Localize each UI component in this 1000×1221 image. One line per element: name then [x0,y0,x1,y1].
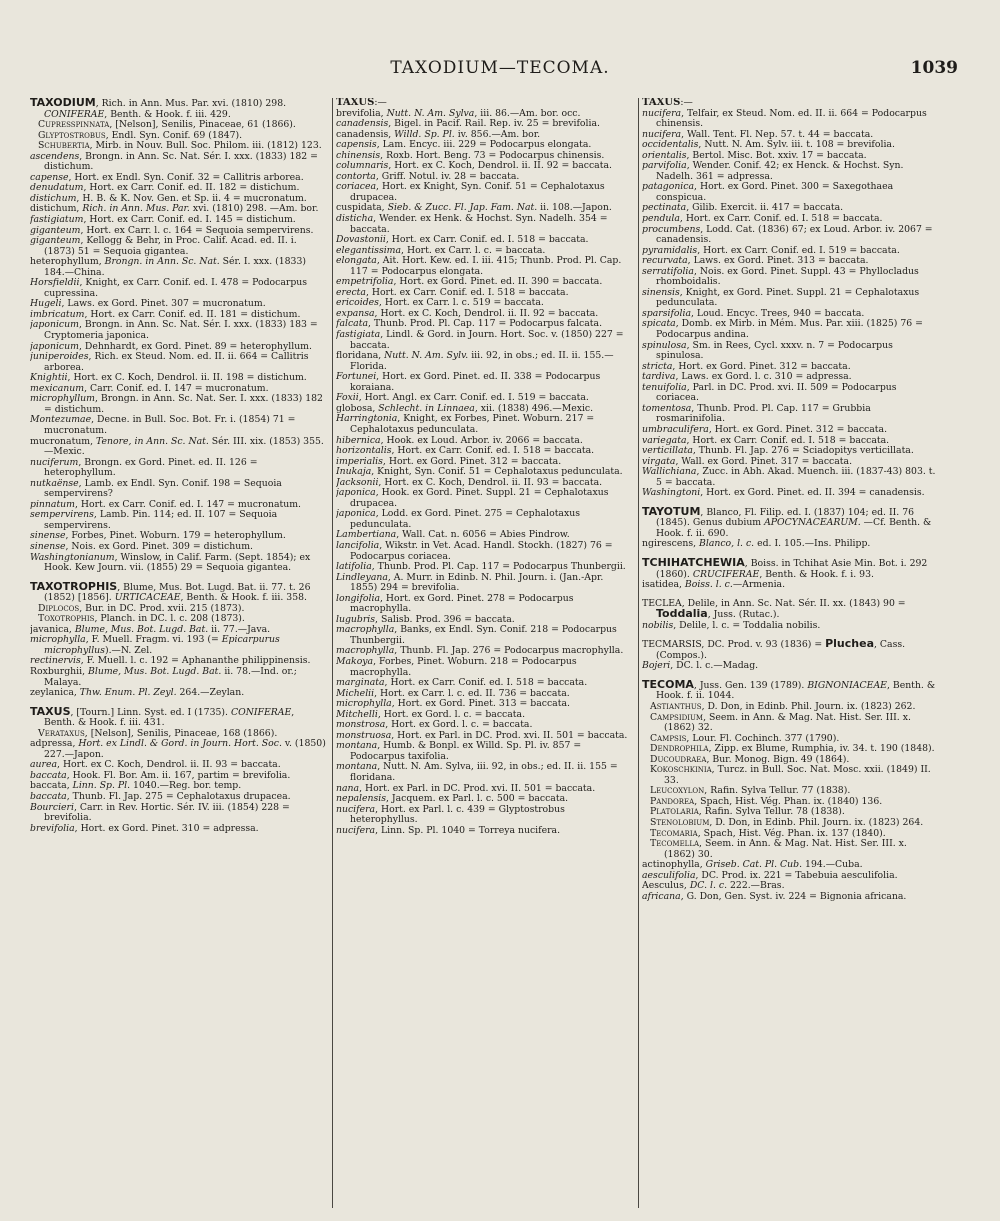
text-entry: horizontalis, Hort. ex Carr. Conif. ed. I. 518 = baccata. [336,445,595,457]
text-entry: pectinata, Gilib. Exercit. ii. 417 = baccata. [642,202,844,214]
text-entry: mexicanum, Carr. Conif. ed. I. 147 = mucronatum. [30,382,269,394]
text-entry: Knightii, Hort. ex C. Koch, Dendrol. ii. II. 198 = distichum. [30,372,307,384]
page-number: 1039 [910,58,958,78]
text-entry: virgata, Wall. ex Gord. Pinet. 317 = baccata. [642,455,853,467]
text-entry: imperialis, Hort. ex Gord. Pinet. 312 = baccata. [336,455,562,467]
text-entry: columnaris, Hort. ex C. Koch, Dendrol. ii. II. 92 = baccata. [336,160,612,172]
text-entry: expansa, Hort. ex C. Koch, Dendrol. ii. II. 92 = baccata. [336,307,599,319]
text-entry: TCHIHATCHEWIA, Boiss. in Tchihat Asie Min. Bot. i. 292 (1860). CRUCIFERAE, Benth. & Hook. f. i. 93. [642,555,928,580]
text-entry: tardiva, Laws. ex Gord. l. c. 310 = adpressa. [642,371,852,383]
text-entry: Verataxus, [Nelson], Senilis, Pinaceae, 168 (1866). [38,727,278,739]
text-entry: disticha, Wender. ex Henk. & Hochst. Syn. Nadelh. 354 = baccata. [336,213,608,235]
text-entry: TAXUS:— [336,98,387,108]
text-entry: juniperoides, Rich. ex Steud. Nom. ed. II. ii. 664 = Callitris arborea. [30,351,309,373]
text-entry: sinense, Forbes, Pinet. Woburn. 179 = heterophyllum. [30,530,286,542]
text-entry: Kokoschkinia, Turcz. in Bull. Soc. Nat. Mosc. xxii. (1849) II. 33. [650,764,931,786]
text-entry: capense, Hort. ex Endl. Syn. Conif. 32 = Callitris arborea. [30,171,304,183]
text-entry: giganteum, Kellogg & Behr, in Proc. Calif. Acad. ed. II. i. (1873) 51 = Sequoia gigantea. [30,235,297,257]
text-entry: Stenolobium, D. Don, in Edinb. Phil. Journ. ix. (1823) 264. [650,817,924,828]
text-entry: Washingtonianum, Winslow, in Calif. Farm. (Sept. 1854); ex Hook. Kew Journ. vii. (1855) 29 = Sequoia gigantea. [30,551,311,574]
text-entry: cuspidata, Sieb. & Zucc. Fl. Jap. Fam. Nat. ii. 108.—Japon. [336,202,612,214]
text-entry: umbraculifera, Hort. ex Gord. Pinet. 312 = baccata. [642,423,888,435]
text-entry: falcata, Thunb. Prod. Pl. Cap. 117 = Podocarpus falcata. [336,318,603,330]
text-entry: baccata, Linn. Sp. Pl. 1040.—Reg. bor. temp. [30,780,242,792]
text-entry: TAXODIUM, Rich. in Ann. Mus. Par. xvi. (1810) 298. CONIFERAE, Benth. & Hook. f. iii. 429. [30,98,287,120]
text-entry: brevifolia, Nutt. N. Am. Sylva, iii. 86.—Am. bor. occ. [336,107,581,119]
text-entry: lugubris, Salisb. Prod. 396 = baccata. [336,613,515,625]
column-rule [332,98,333,1208]
text-entry: longifolia, Hort. ex Gord. Pinet. 278 = Podocarpus macrophylla. [336,592,574,615]
text-entry: marginata, Hort. ex Carr. Conif. ed. I. 518 = baccata. [336,677,588,689]
text-entry: Astianthus, D. Don, in Edinb. Phil. Journ. ix. (1823) 262. [650,700,916,712]
text-entry: sinense, Nois. ex Gord. Pinet. 309 = distichum. [30,540,253,552]
text-entry: Bojeri, DC. l. c.—Madag. [642,660,759,672]
text-entry: ericoides, Hort. ex Carr. l. c. 519 = baccata. [336,297,544,309]
text-entry: Harringtonia, Knight, ex Forbes, Pinet. Woburn. 217 = Cephalotaxus pedunculata. [336,413,595,435]
text-entry: recurvata, Laws. ex Gord. Pinet. 313 = baccata. [642,255,869,267]
text-entry: Campsis, Lour. Fl. Cochinch. 377 (1790). [650,732,840,744]
text-entry: spinulosa, Sm. in Rees, Cycl. xxxv. n. 7 = Podocarpus spinulosa. [642,339,893,362]
text-entry: Aesculus, DC. l. c. 222.—Bras. [642,880,785,892]
text-entry: monstrosa, Hort. ex Gord. l. c. = baccata. [336,719,533,731]
text-entry: sparsifolia, Loud. Encyc. Trees, 940 = baccata. [642,307,865,319]
text-entry: distichum, Rich. in Ann. Mus. Par. xvi. (1810) 298. —Am. bor. [30,203,319,215]
text-entry: nucifera, Telfair, ex Steud. Nom. ed. II. ii. 664 = Podocarpus chinensis. [642,107,927,130]
text-entry: TAXOTROPHIS, Blume, Mus. Bot. Lugd. Bat. ii. 77. t. 26 (1852) [1856]. URTICACEAE, Benth. & Hook. f. iii. 358. [30,579,311,604]
page-title: TAXODIUM—TECOMA. [390,58,610,78]
text-entry: capensis, Lam. Encyc. iii. 229 = Podocarpus elongata. [336,139,592,151]
text-entry: macrophylla, Thunb. Fl. Jap. 276 = Podocarpus macrophylla. [336,645,624,657]
text-entry: Makoya, Forbes, Pinet. Woburn. 218 = Podocarpus macrophylla. [336,655,577,678]
text-entry: fastigiatum, Hort. ex Carr. Conif. ed. I. 145 = distichum. [30,214,296,226]
text-entry: elongata, Ait. Hort. Kew. ed. I. iii. 415; Thunb. Prod. Pl. Cap. 117 = Podocarpus elongata. [336,255,622,277]
text-entry: Tecomella, Seem. in Ann. & Mag. Nat. Hist. Ser. III. x. (1862) 30. [650,838,907,860]
text-entry: rectinervis, F. Muell. l. c. 192 = Aphananthe philippinensis. [30,655,311,667]
text-entry: nucifera, Hort. ex Parl. l. c. 439 = Glyptostrobus heterophyllus. [336,803,565,826]
text-entry: erecta, Hort. ex Carr. Conif. ed. I. 518 = baccata. [336,286,569,298]
text-entry: fastigiata, Lindl. & Gord. in Journ. Hort. Soc. v. (1850) 227 = baccata. [336,329,624,351]
text-entry: Toxotrophis, Planch. in DC. l. c. 208 (1873). [38,613,245,625]
text-entry: japonicum, Dehnhardt, ex Gord. Pinet. 89 = heterophyllum. [30,340,312,352]
text-entry: Campsidium, Seem. in Ann. & Mag. Nat. Hist. Ser. III. x. (1862) 32. [650,711,911,734]
text-entry: Horsfieldii, Knight, ex Carr. Conif. ed. I. 478 = Podocarpus cupressina. [30,277,308,299]
text-entry: Glyptostrobus, Endl. Syn. Conif. 69 (1847). [38,129,243,141]
text-entry: empetrifolia, Hort. ex Gord. Pinet. ed. II. 390 = baccata. [336,276,603,288]
text-entry: lancifolia, Wikstr. in Vet. Acad. Handl. Stockh. (1827) 76 = Podocarpus coriacea. [336,539,613,562]
text-entry: Mitchelli, Hort. ex Gord. l. c. = baccata. [336,708,526,720]
text-entry: Washingtoni, Hort. ex Gord. Pinet. ed. II. 394 = canadensis. [642,487,925,499]
text-entry: Schubertia, Mirb. in Nouv. Bull. Soc. Philom. iii. (1812) 123. [38,140,322,152]
text-entry: verticillata, Thunb. Fl. Jap. 276 = Sciadopitys verticillata. [642,445,914,457]
text-entry: latifolia, Thunb. Prod. Pl. Cap. 117 = Podocarpus Thunbergii. [336,561,626,573]
text-entry: brevifolia, Hort. ex Gord. Pinet. 310 = adpressa. [30,822,259,834]
running-head [0,58,1000,84]
column-3 [642,98,938,1208]
column-2 [336,98,632,1208]
text-entry: Jacksonii, Hort. ex C. Koch, Dendrol. ii. II. 93 = baccata. [336,476,603,488]
text-entry: nepalensis, Jacquem. ex Parl. l. c. 500 = baccata. [336,793,569,805]
text-entry: nucifera, Linn. Sp. Pl. 1040 = Torreya nucifera. [336,824,561,836]
text-entry: nucifera, Wall. Tent. Fl. Nep. 57. t. 44 = baccata. [642,128,874,140]
text-entry: montana, Nutt. N. Am. Sylva, iii. 92, in obs.; ed. II. ii. 155 = floridana. [336,761,618,783]
text-entry: TECMARSIS, DC. Prod. v. 93 (1836) = Pluchea, Cass. (Compos.). [642,637,906,661]
text-entry: TAYOTUM, Blanco, Fl. Filip. ed. I. (1837) 104; ed. II. 76 (1845). Genus dubium APOCYNACEARUM. —Cf. Benth. & Hook. f. ii. 690. [642,504,932,539]
text-entry: imbricatum, Hort. ex Carr. Conif. ed. II. 181 = distichum. [30,308,301,320]
text-entry: TAXUS:— [642,98,693,108]
text-entry: pinnatum, Hort. ex Carr. Conif. ed. I. 147 = mucronatum. [30,498,301,510]
text-entry: TAXUS, [Tourn.] Linn. Syst. ed. I (1735). CONIFERAE, Benth. & Hook. f. iii. 431. [30,704,295,729]
text-entry: aesculifolia, DC. Prod. ix. 221 = Tabebuia aesculifolia. [642,869,898,881]
text-entry: Fortunei, Hort. ex Gord. Pinet. ed. II. 338 = Podocarpus koraiana. [336,371,601,393]
text-entry: aurea, Hort. ex C. Koch, Dendrol. ii. II. 93 = baccata. [30,759,281,771]
text-entry: stricta, Hort. ex Gord. Pinet. 312 = baccata. [642,360,851,372]
text-entry: baccata, Hook. Fl. Bor. Am. ii. 167, partim = brevifolia. [30,769,291,781]
text-entry: zeylanica, Thw. Enum. Pl. Zeyl. 264.—Zeylan. [30,687,245,699]
text-entry: microphyllum, Brongn. in Ann. Sc. Nat. Ser. I. xxx. (1833) 182 = distichum. [30,393,323,415]
text-entry: serratifolia, Nois. ex Gord. Pinet. Suppl. 43 = Phyllocladus rhomboidalis. [642,265,919,288]
text-entry: denudatum, Hort. ex Carr. Conif. ed. II. 182 = distichum. [30,182,300,194]
text-entry: parvifolia, Wender. Conif. 42; ex Henck. & Hochst. Syn. Nadelh. 361 = adpressa. [642,160,904,182]
text-entry: spicata, Domb. ex Mirb. in Mém. Mus. Par. xiii. (1825) 76 = Podocarpus andina. [642,318,923,341]
text-entry: Wallichiana, Zucc. in Abh. Akad. Muench. iii. (1837-43) 803. t. 5 = baccata. [642,466,936,488]
text-entry: Leucoxylon, Rafin. Sylva Tellur. 77 (1838). [650,785,851,797]
column-rule [638,98,639,1208]
text-entry: Cupresspinnata, [Nelson], Senilis, Pinaceae, 61 (1866). [38,119,296,131]
text-entry: mucronatum, Tenore, in Ann. Sc. Nat. Sér. III. xix. (1853) 355.—Mexic. [30,435,324,458]
text-entry: japonica, Lodd. ex Gord. Pinet. 275 = Cephalotaxus pedunculata. [336,508,580,530]
text-entry: pyramidalis, Hort. ex Carr. Conif. ed. I. 519 = baccata. [642,244,900,256]
text-entry: hibernica, Hook. ex Loud. Arbor. iv. 2066 = baccata. [336,434,583,446]
text-entry: Pandorea, Spach, Hist. Vég. Phan. ix. (1840) 136. [650,795,883,807]
text-entry: pendula, Hort. ex Carr. Conif. ed. I. 518 = baccata. [642,213,883,225]
text-entry: TECLEA, Delile, in Ann. Sc. Nat. Sér. II. xx. (1843) 90 = Toddalia, Juss. (Rutac.). [642,597,906,621]
text-entry: canadensis, Bigel. in Pacif. Rail. Rep. iv. 25 = brevifolia. [336,118,600,130]
text-entry: chinensis, Roxb. Hort. Beng. 73 = Podocarpus chinensis. [336,149,605,161]
text-entry: nuciferum, Brongn. ex Gord. Pinet. ed. II. 126 = heterophyllum. [30,456,258,479]
text-entry: Montezumae, Decne. in Bull. Soc. Bot. Fr. i. (1854) 71 = mucronatum. [30,414,296,436]
text-entry: nana, Hort. ex Parl. in DC. Prod. xvi. II. 501 = baccata. [336,782,596,794]
text-entry: floridana, Nutt. N. Am. Sylv. iii. 92, in obs.; ed. II. ii. 155.—Florida. [336,350,614,372]
text-entry: Tecomaria, Spach, Hist. Vég. Phan. ix. 137 (1840). [650,827,886,839]
text-entry: heterophyllum, Brongn. in Ann. Sc. Nat. Sér. I. xxx. (1833) 184.—China. [30,256,307,278]
text-entry: javanica, Blume, Mus. Bot. Lugd. Bat. ii. 77.—Java. [30,623,271,635]
text-entry: Lambertiana, Wall. Cat. n. 6056 = Abies Pindrow. [336,529,570,541]
text-entry: giganteum, Hort. ex Carr. l. c. 164 = Sequoia sempervirens. [30,224,314,236]
text-entry: Diplocos, Bur. in DC. Prod. xvii. 215 (1873). [38,602,245,614]
text-entry: Roxburghii, Blume, Mus. Bot. Lugd. Bat. ii. 78.—Ind. or.; Malaya. [30,665,297,688]
text-entry: japonicum, Brongn. in Ann. Sc. Nat. Sér. I. xxx. (1833) 183 = Cryptomeria japonica. [30,319,318,342]
text-entry: actinophylla, Griseb. Cat. Pl. Cub. 194.—Cuba. [642,859,863,871]
text-entry: Bourcieri, Carr. in Rev. Hortic. Sér. IV. iii. (1854) 228 = brevifolia. [30,801,290,824]
text-entry: Michelii, Hort. ex Carr. l. c. ed. II. 736 = baccata. [336,687,570,699]
text-entry: variegata, Hort. ex Carr. Conif. ed. I. 518 = baccata. [642,434,890,446]
text-entry: globosa, Schlecht. in Linnaea, xii. (1838) 496.—Mexic. [336,402,594,414]
text-entry: adpressa, Hort. ex Lindl. & Gord. in Journ. Hort. Soc. v. (1850) 227.—Japon. [30,738,326,760]
text-entry: canadensis, Willd. Sp. Pl. iv. 856.—Am. bor. [336,128,541,140]
text-entry: tomentosa, Thunb. Prod. Pl. Cap. 117 = Grubbia rosmarinifolia. [642,402,871,425]
text-entry: distichum, H. B. & K. Nov. Gen. et Sp. ii. 4 = mucronatum. [30,192,307,204]
text-entry: Ducoudraea, Bur. Monog. Bign. 49 (1864). [650,753,850,765]
text-entry: nobilis, Delile, l. c. = Toddalia nobilis. [642,619,821,631]
text-entry: montana, Humb. & Bonpl. ex Willd. Sp. Pl. iv. 857 = Podocarpus taxifolia. [336,740,582,762]
text-entry: macrophylla, Banks, ex Endl. Syn. Conif. 218 = Podocarpus Thunbergii. [336,624,617,646]
text-entry: microphylla, F. Muell. Fragm. vi. 193 (= Epicarpurus microphyllus).—N. Zel. [30,634,280,656]
text-entry: Foxii, Hort. Angl. ex Carr. Conif. ed. I. 519 = baccata. [336,392,589,404]
text-entry: Hugeli, Laws. ex Gord. Pinet. 307 = mucronatum. [30,298,266,310]
text-entry: baccata, Thunb. Fl. Jap. 275 = Cephalotaxus drupacea. [30,791,291,802]
text-entry: elegantissima, Hort. ex Carr. l. c. = baccata. [336,244,546,256]
text-entry: tenuifolia, Parl. in DC. Prod. xvi. II. 509 = Podocarpus coriacea. [642,381,897,404]
text-entry: sempervirens, Lamb. Pin. 114; ed. II. 107 = Sequoia sempervirens. [30,509,278,531]
text-entry: nutkaënse, Lamb. ex Endl. Syn. Conif. 198 = Sequoia sempervirens? [30,477,282,500]
text-entry: monstruosa, Hort. ex Parl. in DC. Prod. xvi. II. 501 = baccata. [336,729,628,741]
text-entry: Inukaja, Knight, Syn. Conif. 51 = Cephalotaxus pedunculata. [336,466,623,478]
text-entry: isatidea, Boiss. l. c.—Armenia. [642,579,786,591]
text-entry: sinensis, Knight, ex Gord. Pinet. Suppl. 21 = Cephalotaxus pedunculata. [642,286,920,309]
text-entry: TECOMA, Juss. Gen. 139 (1789). BIGNONIACEAE, Benth. & Hook. f. ii. 1044. [642,677,936,702]
text-entry: japonica, Hook. ex Gord. Pinet. Suppl. 21 = Cephalotaxus drupacea. [336,487,609,509]
text-entry: occidentalis, Nutt. N. Am. Sylv. iii. t. 108 = brevifolia. [642,139,895,151]
text-entry: microphylla, Hort. ex Gord. Pinet. 313 = baccata. [336,698,570,710]
columns [30,98,976,1208]
column-1 [30,98,326,1208]
text-entry: Dendrophila, Zipp. ex Blume, Rumphia, iv. 34. t. 190 (1848). [650,743,935,755]
text-entry: orientalis, Bertol. Misc. Bot. xxiv. 17 = baccata. [642,149,867,161]
text-entry: Lindleyana, A. Murr. in Edinb. N. Phil. Journ. i. (Jan.-Apr. 1855) 294 = brevifolia. [336,571,604,594]
text-entry: coriacea, Hort. ex Knight, Syn. Conif. 51 = Cephalotaxus drupacea. [336,181,605,203]
text-entry: patagonica, Hort. ex Gord. Pinet. 300 = Saxegothaea conspicua. [642,181,894,203]
text-entry: africana, G. Don, Gen. Syst. iv. 224 = Bignonia africana. [642,890,907,902]
text-entry: contorta, Griff. Notul. iv. 28 = baccata. [336,170,520,182]
text-entry: ngirescens, Blanco, l. c. ed. I. 105.—Ins. Philipp. [642,538,871,550]
text-entry: ascendens, Brongn. in Ann. Sc. Nat. Sér. I. xxx. (1833) 182 = distichum. [30,150,318,173]
text-entry: Dovastonii, Hort. ex Carr. Conif. ed. I. 518 = baccata. [336,234,589,246]
text-entry: procumbens, Lodd. Cat. (1836) 67; ex Loud. Arbor. iv. 2067 = canadensis. [642,223,933,246]
text-entry: Platolaria, Rafin. Sylva Tellur. 78 (1838). [650,806,845,818]
